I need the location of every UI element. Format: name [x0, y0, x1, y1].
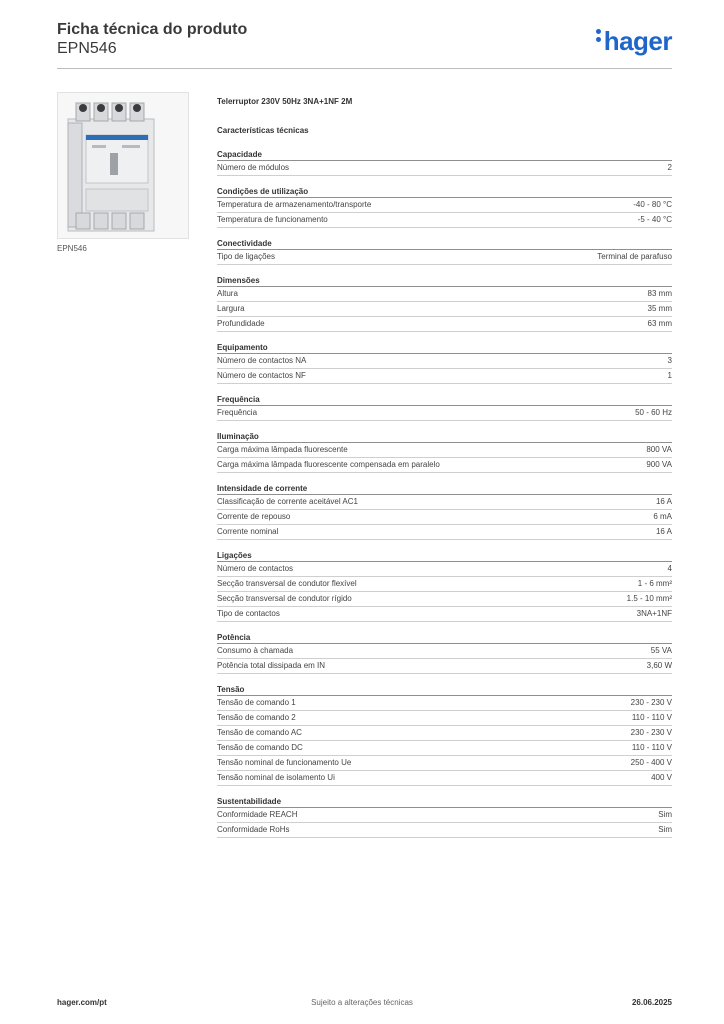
- spec-row: [217, 213, 672, 228]
- spec-section: [217, 238, 672, 265]
- product-content: [217, 97, 672, 838]
- spec-row: [217, 495, 672, 510]
- spec-label: Tensão de comando AC: [217, 728, 302, 737]
- document-title: Ficha técnica do produto: [57, 21, 248, 38]
- spec-section: [217, 550, 672, 622]
- spec-value: 63 mm: [647, 319, 672, 328]
- spec-value: 2: [667, 163, 672, 172]
- spec-label: Tensão nominal de isolamento Ui: [217, 773, 335, 782]
- spec-value: 250 - 400 V: [630, 758, 672, 767]
- spec-row: [217, 161, 672, 176]
- spec-section-title: Intensidade de corrente: [217, 483, 672, 495]
- spec-label: Altura: [217, 289, 238, 298]
- spec-section-title: Frequência: [217, 394, 672, 406]
- spec-section: [217, 796, 672, 838]
- spec-section-title: Tensão: [217, 684, 672, 696]
- product-image: [57, 92, 189, 239]
- spec-label: Potência total dissipada em IN: [217, 661, 326, 670]
- spec-row: [217, 458, 672, 473]
- spec-label: Conformidade REACH: [217, 810, 298, 819]
- spec-row: [217, 771, 672, 786]
- spec-value: -40 - 80 °C: [633, 200, 672, 209]
- spec-value: Sim: [658, 810, 672, 819]
- spec-row: [217, 354, 672, 369]
- spec-label: Temperatura de funcionamento: [217, 215, 328, 224]
- spec-section-title: Potência: [217, 632, 672, 644]
- spec-label: Carga máxima lâmpada fluorescente: [217, 445, 348, 454]
- spec-value: 16 A: [655, 497, 672, 506]
- spec-section: [217, 431, 672, 473]
- spec-row: [217, 577, 672, 592]
- spec-label: Conformidade RoHs: [217, 825, 290, 834]
- spec-label: Número de contactos NF: [217, 371, 306, 380]
- spec-section-title: Ligações: [217, 550, 672, 562]
- spec-label: Classificação de corrente aceitável AC1: [217, 497, 358, 506]
- product-reference: EPN546: [57, 40, 117, 57]
- spec-row: [217, 823, 672, 838]
- spec-label: Profundidade: [217, 319, 265, 328]
- spec-row: [217, 317, 672, 332]
- spec-row: [217, 406, 672, 421]
- spec-section-title: Dimensões: [217, 275, 672, 287]
- spec-label: Tipo de contactos: [217, 609, 280, 618]
- spec-label: Temperatura de armazenamento/transporte: [217, 200, 372, 209]
- spec-label: Tensão nominal de funcionamento Ue: [217, 758, 352, 767]
- spec-value: 400 V: [651, 773, 672, 782]
- spec-value: 230 - 230 V: [630, 728, 672, 737]
- spec-value: 800 VA: [646, 445, 672, 454]
- spec-row: [217, 510, 672, 525]
- spec-value: 230 - 230 V: [630, 698, 672, 707]
- technical-characteristics-title: Características técnicas: [217, 126, 309, 135]
- spec-value: 6 mA: [653, 512, 672, 521]
- spec-row: [217, 741, 672, 756]
- spec-value: 50 - 60 Hz: [635, 408, 672, 417]
- spec-value: 35 mm: [647, 304, 672, 313]
- spec-row: [217, 250, 672, 265]
- image-caption: EPN546: [57, 244, 87, 253]
- spec-sections: [217, 149, 672, 838]
- spec-value: Sim: [658, 825, 672, 834]
- spec-label: Número de contactos: [217, 564, 294, 573]
- spec-value: 1 - 6 mm²: [637, 579, 672, 588]
- document-header: [57, 20, 247, 58]
- spec-label: Secção transversal de condutor rígido: [217, 594, 352, 603]
- spec-value: 55 VA: [650, 646, 672, 655]
- spec-label: Frequência: [217, 408, 258, 417]
- spec-value: 110 - 110 V: [631, 743, 672, 752]
- spec-section: [217, 342, 672, 384]
- spec-label: Número de módulos: [217, 163, 290, 172]
- spec-row: [217, 443, 672, 458]
- spec-section-title: Equipamento: [217, 342, 672, 354]
- spec-section: [217, 632, 672, 674]
- spec-row: [217, 756, 672, 771]
- spec-value: 4: [667, 564, 672, 573]
- spec-label: Carga máxima lâmpada fluorescente compensada em paralelo: [217, 460, 440, 469]
- spec-value: 3,60 W: [646, 661, 672, 670]
- spec-label: Largura: [217, 304, 245, 313]
- spec-section: [217, 186, 672, 228]
- spec-section-title: Condições de utilização: [217, 186, 672, 198]
- header-divider: [57, 68, 672, 69]
- spec-value: 83 mm: [647, 289, 672, 298]
- spec-label: Consumo à chamada: [217, 646, 294, 655]
- footer-website: hager.com/pt: [57, 998, 107, 1007]
- spec-label: Tipo de ligações: [217, 252, 275, 261]
- spec-section-title: Capacidade: [217, 149, 672, 161]
- spec-row: [217, 696, 672, 711]
- spec-row: [217, 302, 672, 317]
- spec-row: [217, 644, 672, 659]
- spec-section: [217, 483, 672, 540]
- spec-row: [217, 525, 672, 540]
- spec-value: 1.5 - 10 mm²: [626, 594, 672, 603]
- footer-notice: Sujeito a alterações técnicas: [311, 998, 413, 1007]
- spec-row: [217, 369, 672, 384]
- spec-section: [217, 394, 672, 421]
- spec-label: Número de contactos NA: [217, 356, 307, 365]
- spec-label: Tensão de comando DC: [217, 743, 303, 752]
- spec-row: [217, 659, 672, 674]
- spec-value: 110 - 110 V: [631, 713, 672, 722]
- product-description: Telerruptor 230V 50Hz 3NA+1NF 2M: [217, 97, 353, 106]
- spec-row: [217, 607, 672, 622]
- logo-text: hager: [603, 26, 672, 56]
- spec-label: Tensão de comando 1: [217, 698, 296, 707]
- spec-value: 3: [667, 356, 672, 365]
- spec-row: [217, 562, 672, 577]
- spec-section-title: Conectividade: [217, 238, 672, 250]
- spec-value: 16 A: [655, 527, 672, 536]
- spec-row: [217, 726, 672, 741]
- spec-value: 1: [667, 371, 672, 380]
- spec-row: [217, 287, 672, 302]
- spec-value: 900 VA: [646, 460, 672, 469]
- spec-label: Corrente de repouso: [217, 512, 291, 521]
- spec-label: Corrente nominal: [217, 527, 279, 536]
- spec-value: Terminal de parafuso: [597, 252, 672, 261]
- spec-section-title: Iluminação: [217, 431, 672, 443]
- spec-row: [217, 711, 672, 726]
- footer-date: 26.06.2025: [631, 998, 672, 1007]
- spec-section: [217, 684, 672, 786]
- spec-value: 3NA+1NF: [636, 609, 672, 618]
- spec-label: Secção transversal de condutor flexível: [217, 579, 357, 588]
- spec-section: [217, 275, 672, 332]
- spec-row: [217, 808, 672, 823]
- spec-value: -5 - 40 °C: [637, 215, 672, 224]
- contactor-illustration: [58, 93, 188, 238]
- spec-row: [217, 592, 672, 607]
- hager-logo: [596, 26, 672, 56]
- spec-label: Tensão de comando 2: [217, 713, 296, 722]
- spec-row: [217, 198, 672, 213]
- spec-section-title: Sustentabilidade: [217, 796, 672, 808]
- spec-section: [217, 149, 672, 176]
